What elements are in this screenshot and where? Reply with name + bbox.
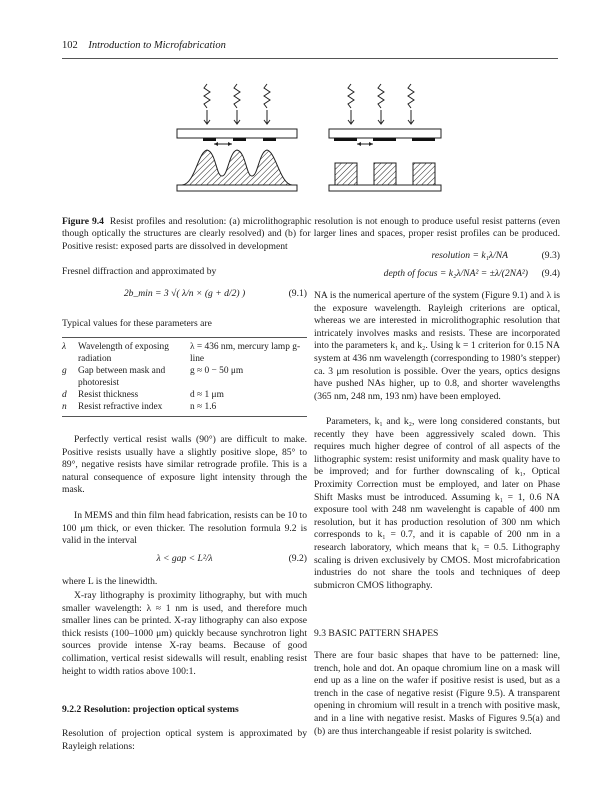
param-row — [62, 341, 307, 365]
chrome-a3 — [263, 138, 276, 141]
equation-9-3 — [314, 250, 560, 263]
param-row — [62, 389, 307, 401]
equation-9-4 — [314, 268, 560, 281]
right-p1: NA is the numerical aperture of the system (Figure 9.1) and λ is the exposure wavelength. Rayleigh criterions are optical, whereas we are interested in microlithographic resolution that intricately involves masks and resists. These are incorporated into the parameters k₁ and k₂. Using k = 1 criterion for 0.15 NA system at 436 nm wavelength (corresponding to 1980’s stepper) ca. 3 μm resolution is possible. Over the years, optics designs have pushed NAs higher, up to 0.8, and shorter wavelengths (365 nm, 248 nm, 193 nm) have been employed. — [314, 290, 560, 402]
running-title: Introduction to Microfabrication — [88, 40, 226, 51]
left-p4: In MEMS and thin film head fabrication, resists can be 10 to 100 μm thick, or even thicker. The resolution formula 9.2 is valid in the interval — [62, 510, 307, 547]
mask-plate-b — [329, 129, 441, 138]
eq1-number: (9.1) — [288, 288, 307, 299]
left-p6: X-ray lithography is proximity lithography, but with much smaller wavelength: λ ≈ 1 nm is used, and therefore much smaller lines can be printed. X-ray lithography can also expose thick resists (100–1000 μm) quickly because synchrotron light sources provide intense X-ray beams. Because of good collimation, vertical resist sidewalls will result, enabling resist height to width ratios above 100:1. — [62, 590, 307, 677]
param-val: n ≈ 1.6 — [190, 402, 217, 412]
eq4-number: (9.4) — [541, 268, 560, 279]
resist-line-b1 — [335, 163, 357, 185]
param-sym: n — [62, 402, 67, 412]
eq1-text: 2b_min = 3 √( λ/n × (g + d/2) ) — [123, 288, 246, 299]
param-desc: Gap between mask and photoresist — [78, 366, 166, 388]
equation-9-2 — [62, 553, 307, 567]
figure-caption — [62, 216, 560, 253]
left-col-p1: Fresnel diffraction and approximated by — [62, 266, 217, 277]
chrome-b2 — [373, 138, 396, 141]
left-col-p4 — [62, 510, 307, 548]
param-desc: Resist refractive index — [78, 402, 163, 412]
param-val: g ≈ 0 − 50 μm — [190, 366, 244, 376]
eq3-number: (9.3) — [541, 250, 560, 261]
param-sym: g — [62, 366, 67, 376]
caption-text: Resist profiles and resolution: (a) microlithographic resolution is not enough to produce useful resist patterns (even though optically the structures are clearly resolved) and (b) for larger lines and spaces, proper resist profiles can be produced. Positive resist: exposed parts are dissolved in development — [62, 216, 560, 252]
chrome-a1 — [203, 138, 216, 141]
param-row — [62, 401, 307, 413]
section-heading-9-2-2: 9.2.2 Resolution: projection optical systems — [62, 704, 239, 715]
right-p2: Parameters, k₁ and k₂, were long considered constants, but recently they have been aggressively scaled down. This requires much higher degree of control of all aspects of the lithographic system: resist uniformity and mask quality have to be improved; and for further downscaling of k₁, Optical Proximity Correction must be employed, and later on Phase Shift Masks must be introduced. Assuming k₁ = 1, 0.6 NA exposure tool with 248 nm wavelenght is capable of 400 nm resolution, but it has production resolution of 300 nm which corresponds to k₁ = 0.7, and it is capable of 200 nm in a research laboratory, which means that k₁ = 0.5. Lithography scaling is driven exclusively by CMOS. Most microfabrication industries do not share the tools and techniques of deep submicron CMOS lithography. — [314, 416, 560, 591]
right-col-p3 — [314, 650, 560, 738]
right-col-p2 — [314, 416, 560, 592]
left-col-p6 — [62, 590, 307, 678]
header-rule — [62, 58, 558, 59]
param-row — [62, 365, 307, 389]
substrate-a — [177, 185, 297, 191]
caption-label: Figure 9.4 — [62, 216, 104, 227]
eq2-number: (9.2) — [288, 553, 307, 564]
section-heading-9-3: 9.3 BASIC PATTERN SHAPES — [314, 628, 439, 639]
param-val: λ = 436 nm, mercury lamp g-line — [190, 342, 301, 364]
left-p3: Perfectly vertical resist walls (90°) are difficult to make. Positive resists usually have a slightly positive slope, 85° to 89°, negative resists have similar retrograde profile. This is a natural consequence of exposure light intensity through the mask. — [62, 434, 307, 496]
chrome-b1 — [334, 138, 357, 141]
left-col-p7 — [62, 728, 307, 753]
resist-profile-a — [182, 150, 292, 185]
substrate-b — [329, 185, 441, 191]
chrome-b3 — [412, 138, 435, 141]
resist-line-b2 — [374, 163, 396, 185]
light-arrows-a — [204, 84, 270, 124]
mask-plate-a — [177, 129, 297, 138]
left-col-p5: where L is the linewidth. — [62, 576, 158, 587]
left-col-p3 — [62, 434, 307, 497]
running-header — [62, 40, 226, 51]
figure-9-4 — [0, 80, 615, 210]
right-p3: There are four basic shapes that have to be patterned: line, trench, hole and dot. An opaque chromium line on a mask will end up as a line on the wafer if positive resist is used, but as a trench in the case of negative resist (Figure 9.5). A transparent opening in chromium will result in a trench with positive mask, and in a line with negative resist. Masks of Figures 9.5(a) and (b) are thus interchangeable if resist polarity is switched. — [314, 650, 560, 737]
param-sym: λ — [62, 342, 67, 352]
param-desc: Wavelength of exposing radiation — [78, 342, 169, 364]
left-col-p2: Typical values for these parameters are — [62, 318, 212, 329]
right-col-p1 — [314, 290, 560, 403]
param-val: d ≈ 1 μm — [190, 390, 224, 400]
eq3-text: resolution = k₁λ/NA — [431, 250, 508, 261]
eq4-text: depth of focus = k₂λ/NA² = ±λ/(2NA²) — [383, 268, 528, 279]
param-sym: d — [62, 390, 67, 400]
left-p7: Resolution of projection optical system is approximated by Rayleigh relations: — [62, 728, 307, 752]
params-table — [62, 337, 307, 417]
resist-line-b3 — [413, 163, 435, 185]
param-desc: Resist thickness — [78, 390, 139, 400]
light-arrows-b — [348, 84, 414, 124]
eq2-text: λ < gap < L²/λ — [156, 553, 213, 564]
chrome-a2 — [233, 138, 246, 141]
page-number: 102 — [62, 40, 78, 51]
equation-9-1 — [62, 288, 307, 302]
